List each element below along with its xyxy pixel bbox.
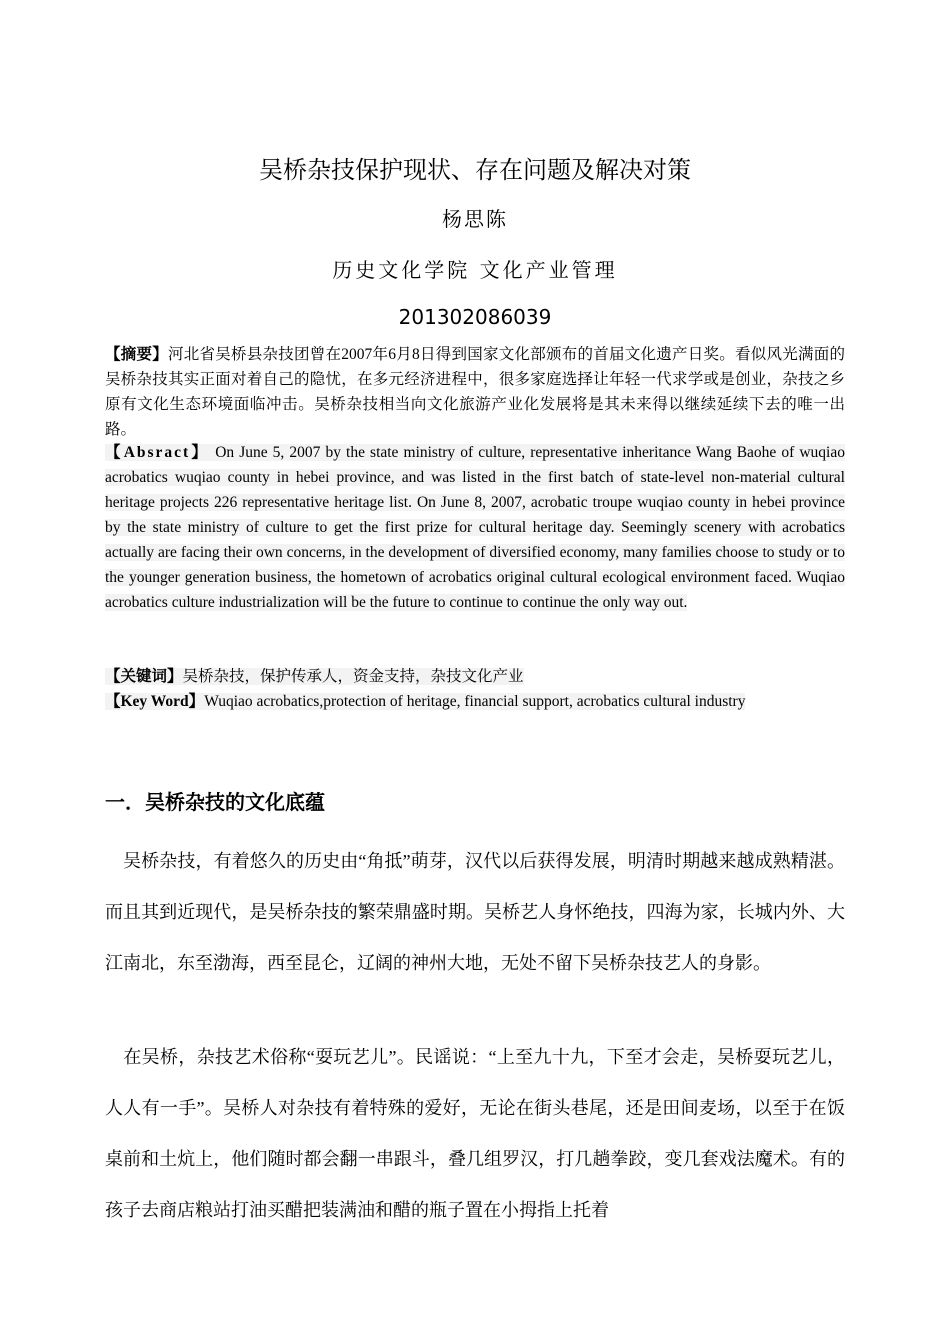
keywords-en-text: Wuqiao acrobatics,protection of heritage, financial support, acrobatics cultural industry bbox=[204, 693, 746, 710]
keywords-chinese bbox=[105, 664, 845, 689]
student-id: 201302086039 bbox=[398, 305, 552, 329]
body-paragraph bbox=[105, 1032, 845, 1236]
abstract-en-text: On June 5, 2007 by the state ministry of culture, representative inheritance Wang Baohe of wuqiao acrobatics wuqiao county in hebei province, and was listed in the first batch of state-level non-material cultural heritage projects 226 representative heritage list. On June 8, 2007, acrobatic troupe wuqiao county in hebei province by the state ministry of culture to get the first prize for cultural heritage day. Seemingly scenery with acrobatics actually are facing their own concerns, in the development of diversified economy, many families choose to study or to the younger generation business, the hometown of acrobatics original cultural ecological environment faced. Wuqiao acrobatics culture industrialization will be the future to continue to continue the only way out. bbox=[105, 444, 845, 611]
abstract-cn-label: 【摘要】 bbox=[105, 346, 168, 363]
paragraph-text: 吴桥杂技，有着悠久的历史由“角抵”萌芽，汉代以后获得发展，明清时期越来越成熟精湛。而且其到近现代，是吴桥杂技的繁荣鼎盛时期。吴桥艺人身怀绝技，四海为家，长城内外、大江南北，东至渤海，西至昆仑，辽阔的神州大地，无处不留下吴桥杂技艺人的身影。 bbox=[105, 851, 845, 973]
keywords-en-label: 【Key Word】 bbox=[105, 693, 205, 710]
abstract-english bbox=[105, 440, 845, 615]
department: 历史文化学院 文化产业管理 bbox=[332, 258, 618, 282]
abstract-cn-text: 河北省吴桥县杂技团曾在2007年6月8日得到国家文化部颁布的首届文化遗产日奖。看似风光满面的吴桥杂技其实正面对着自己的隐忧，在多元经济进程中，很多家庭选择让年轻一代求学或是创业，杂技之乡原有文化生态环境面临冲击。吴桥杂技相当向文化旅游产业化发展将是其未来得以继续延续下去的唯一出路。 bbox=[105, 346, 845, 438]
author-name: 杨思陈 bbox=[442, 207, 508, 231]
document-title: 吴桥杂技保护现状、存在问题及解决对策 bbox=[259, 156, 691, 184]
paragraph-text: 在吴桥，杂技艺术俗称“耍玩艺儿”。民谣说：“上至九十九，下至才会走，吴桥耍玩艺儿，人人有一手”。吴桥人对杂技有着特殊的爱好，无论在街头巷尾，还是田间麦场，以至于在饭桌前和土炕上，他们随时都会翻一串跟斗，叠几组罗汉，打几趟拳跤，变几套戏法魔术。有的孩子去商店粮站打油买醋把装满油和醋的瓶子置在小拇指上托着 bbox=[105, 1047, 845, 1220]
keywords-cn-text: 吴桥杂技，保护传承人，资金支持，杂技文化产业 bbox=[182, 668, 524, 685]
keywords-cn-label: 【关键词】 bbox=[105, 668, 183, 685]
abstract-chinese bbox=[105, 342, 845, 442]
abstract-en-label: 【Absract】 bbox=[105, 444, 211, 461]
section-heading: 一．吴桥杂技的文化底蕴 bbox=[105, 790, 325, 814]
body-paragraph bbox=[105, 836, 845, 989]
keywords-english bbox=[105, 689, 845, 714]
